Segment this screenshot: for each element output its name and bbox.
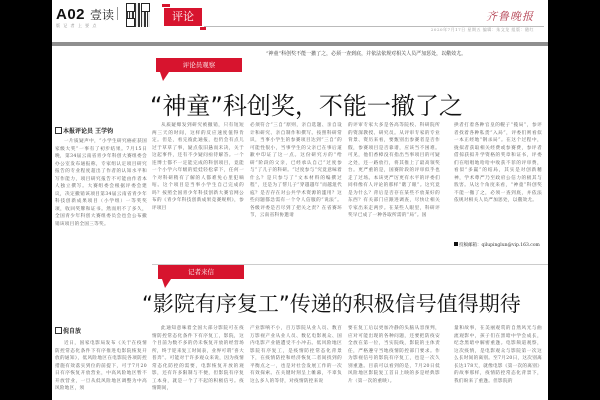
- masthead: [52, 0, 548, 30]
- article2-headline: “影院有序复工”传递的积极信号值得期待: [142, 292, 521, 316]
- article1-lead: “神童”科创奖不能一撤了之，必须一查到底，并依法依规对相关人员严加惩处，以儆效尤。: [266, 51, 467, 57]
- paragraph: 量和故事，在美丽观赏的自然风光与曲流观影中，孩子们在黑暗中学会成长，纪念黑暗中解密重逢。电影频道观察，这次疫情，是电影观众与影院第一次这么长时间的离别。至7月20日，这次别离长达178天，就像电影《第一次的离别》的故事那样，疫情防控常态化背景下，我们盼来了重逢。但影院的: [454, 326, 542, 384]
- article2-column-3: [250, 325, 342, 400]
- contact-email[interactable]: [454, 242, 540, 248]
- tag-decoration: [200, 27, 206, 30]
- tag-decoration: [162, 4, 170, 7]
- article1-column-3: [250, 122, 342, 240]
- paragraph: 必须符合“三自”原则，亲自选题、亲自设计和研究、亲自制作和撰写。按照科研常识，当事小学生的参赛项目达到“三自”的可能性很小，当事学生的父亲已在事后道歉中印证了这一点。这份研究方的“给研”阶段的父亲，已经承认自己“过度参与”了儿子的科研。“过度参与”究竟意味着什么？是只参与了“文本材料的编撰过程”，还是为了帮儿子“穿越越年”而越俎代庖？是否存在对公共学术资源的滥用？这些问题都急需有一个令人信服的“说法”。各级评委是否尽到了把关之责？在省赛环节，云南省科协邀请: [250, 123, 342, 218]
- article1-column-4: [348, 122, 440, 240]
- section-name: 壹读: [90, 8, 115, 22]
- paragraph: 要在复工后以更加冷静的头脑从容预判，应对可能出现的各种问题，还要把防疫安全放在第一位，当实院线，影院的主体责任，严格遵守当地疫情防控部门要求。作为影视信号的影院有序复工，也是一次久别重逢。目前可以看到的是，7月20日低风险地区影院复工首日上映的多是经典影片（第一次的重映）。: [348, 326, 440, 384]
- paragraph: 近日，国家电影局发布《关于在疫情防控常态化条件下有序推进电影院恢复开放的通知》，低风险地区在电影院各项防控措施有效落实到位的前提下，可于7月20日有序恢复开放营业，中高风险地区暂不开放营业，一旦从低风险地区调整为中高风险地区，须: [55, 341, 147, 391]
- paper-logo: 齐鲁晚报: [486, 10, 534, 23]
- byline-text: 倪自放: [63, 328, 82, 335]
- byline-box-icon: [55, 127, 62, 134]
- byline-text: 本报评论员 王学钧: [63, 128, 114, 135]
- byline-box-icon: [55, 327, 62, 334]
- header-rule: [52, 42, 548, 46]
- dateline: 2020年7月17日 星期五 编辑：朱文龙 组版：随红: [430, 27, 534, 32]
- article2-byline: [55, 326, 81, 335]
- square-bullet-icon: [454, 242, 458, 246]
- article1-column-1: [55, 138, 147, 240]
- article1-byline: [55, 126, 113, 135]
- paragraph: 产业影响不小，百万影院从业人员、数百万影视产业从业人员、数亿电影观众、国内电影产业链遭受不小冲击。低风险地区影院有序复工，是疫情防控常态化背景下，在疫情防控和经济恢复二者间找到的平衡点之一，也是对社会发展工作的一次有效探索。在关键时刻呈上帷幕，不辜负这么多人的等待，对疫情防控来说: [250, 326, 342, 384]
- article2-column-1: [55, 340, 147, 400]
- newspaper-page: [52, 0, 548, 400]
- contact-text: 投稿邮箱：qilupinglun@vip.163.com: [459, 243, 540, 248]
- paragraph: 此通知意味着全国大部分影院可在疫情防控常态化条件下有序复工，影院，这个目前为数不多的仍未恢复开放的经营场所，终于迎来复工时间表，业界可谓“喜大普奔”。可能对于许多观众来说，因为疫情常态化防控的需要，电影恢复开放的观影，还有许多限制与不便，但影院有序复工本身，就是一个了不起的积极信号。疫情期间，: [152, 326, 244, 391]
- article2-badge: 记者来信: [158, 265, 244, 279]
- section-tag: 评论: [164, 8, 202, 26]
- paragraph: 拱者打着各种官皇的幌子“揽局”，参评者找着各种私货“入局”，评委们则看似一本正经地“钢杀局”。在这个过程中，拢拟者获取相关经费或参赛费，参评者借掠获拟升学资格的奖章和证书，评委们在唱唱地哈哈中收获不菲的评审费，看似“多赢”的结局，其实是对创新精神，学术尊严乃至政府公信力的极其与戕害。从这个角度来看，“神童”科创奖不能一撤了之，必须一查到底，并依法依规对相关人员严加惩处，以儆效尤。: [454, 123, 542, 203]
- article1-column-5: [454, 122, 542, 234]
- article2-column-4: [348, 325, 440, 400]
- article1-column-2: [152, 122, 244, 240]
- article1-headline: “神童”科创奖，不能一撤了之: [150, 92, 463, 120]
- editors-line: 版 记 者 上 要 点: [56, 23, 98, 28]
- page-number: A02: [56, 6, 86, 23]
- paragraph: 一片质疑声中，“小学生研究癌症获国家级大奖”一事有了初步结果。7月15日晚，第34届云南省青少年科创大赛组委会办公室发布通报称，专家组认定项目研究报告的专业程度超出了作者的认知水平和写作能力，项目研究报告不可能由作者本人独立撰写。大赛组委会根据评委会建议，决定撤销该项目第34届云南省青少年科技创新成果项目（小学组）一等奖奖项，收回奖牌和证书。然而用不了多久，全国青少年科创大赛组委员会也会公布撤销该项目的全国三等奖。: [55, 139, 147, 227]
- badge-tail: [160, 72, 169, 81]
- paragraph: 从质疑爆发到研究被撤销，只有短短两三天的时间，这样的反应速度值得肯定。但是，看完彼此通报，也仍会有点儿过于草草了事，疑点依旧悬而未决，关于这起事件，还有不少疑问亟待解答。一个连博士都不一定能完成的科创项目，竟能一个小学六年级的娃娃轻松拿下，任何一个对科研稍有了解的人都难免心里犯嘀咕。这个项目是当事小学生自己完成的吗？按照全国青少年科技创新大赛官网公布的《青少年科技创新成果竞赛规则》，参评项目: [152, 123, 244, 211]
- paragraph: 的评审专家大多是各高等院校、科研院所的资深教授、研究员。从评审专家的专业背景、资历来看，要甄别出参赛者是否作假，参赛项目是否靠谱，应该当不困难。可见，他们香樟没有指出当事项目的可疑之处，还一路放行，将其推上了最高领奖台。更严重的是，国赛阶段的评审似乎也走了过场。本该更严厉更有水平的评委们同样像有人评论的那样“瞎了眼”。这究竟是为什么？背后是否存在某些不放某好的东西？有关部门应跟进调查，尽快让相关专家出来走两步。在某些人眼里，科研评奖早已成了一种各取所需的“局”。国: [348, 123, 440, 218]
- article2-column-5: [454, 325, 542, 400]
- article1-badge: 评论员观察: [156, 58, 242, 72]
- badge-tail: [162, 279, 171, 288]
- qr-code-icon[interactable]: [126, 3, 150, 27]
- masthead-divider: [117, 7, 118, 20]
- article2-column-2: [152, 325, 244, 400]
